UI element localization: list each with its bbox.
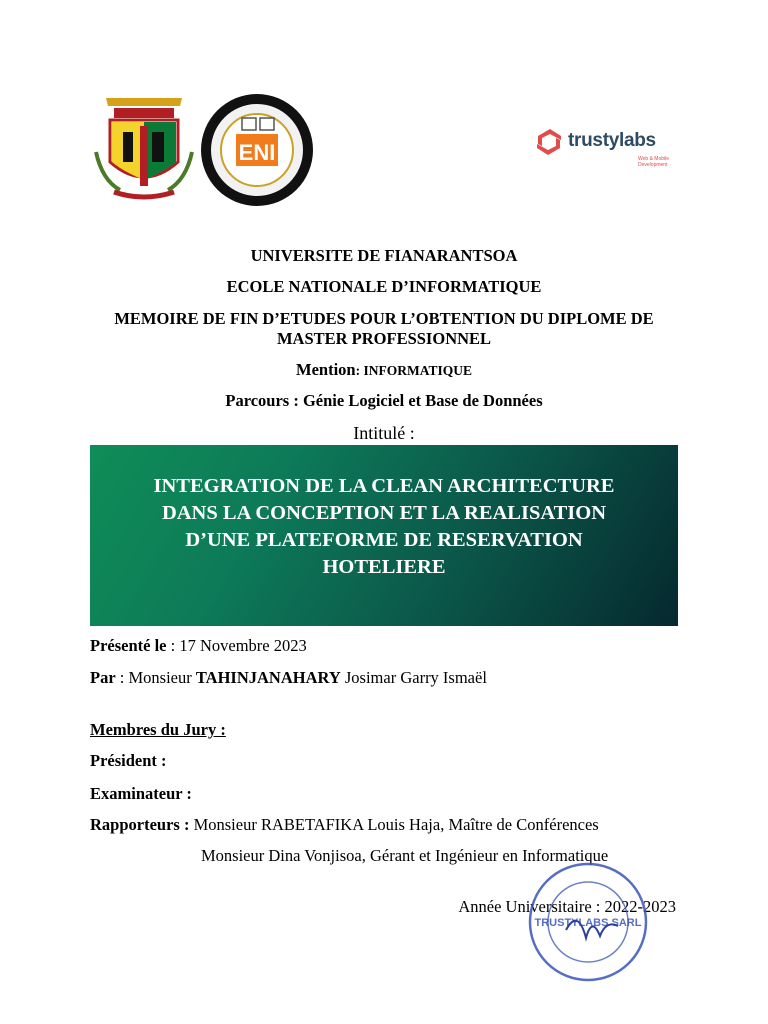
parcours-line: Parcours : Génie Logiciel et Base de Données <box>225 391 543 410</box>
mention-value: : INFORMATIQUE <box>355 363 472 378</box>
thesis-title-line: HOTELIERE <box>322 556 446 578</box>
jury-heading: Membres du Jury : <box>90 720 226 739</box>
stamp-text: TRUSTYLABS SARL <box>534 917 642 929</box>
author-surname: TAHINJANAHARY <box>195 668 341 687</box>
rapporteur-1: Monsieur RABETAFIKA Louis Haja, Maître de Conférences <box>189 815 599 834</box>
examinateur-label: Examinateur : <box>90 784 192 803</box>
author-line <box>90 668 487 688</box>
thesis-title-line: INTEGRATION DE LA CLEAN ARCHITECTURE <box>153 475 615 497</box>
company-stamp <box>526 860 650 984</box>
trustylabs-wordmark: trustylabs <box>568 130 656 151</box>
trustylabs-tagline: Web & Mobile Development <box>638 156 670 168</box>
thesis-title-line: DANS LA CONCEPTION ET LA REALISATION <box>161 502 607 524</box>
presented-line <box>90 636 307 656</box>
intitule-label: Intitulé : <box>353 423 415 443</box>
school-name: ECOLE NATIONALE D’INFORMATIQUE <box>226 277 542 296</box>
rapporteurs-label: Rapporteurs : <box>90 815 190 834</box>
university-name: UNIVERSITE DE FIANARANTSOA <box>250 246 518 265</box>
eni-logo <box>198 92 316 208</box>
trustylabs-logo <box>534 124 674 168</box>
mention-line <box>0 360 768 380</box>
author-given-names: Josimar Garry Ismaël <box>340 668 487 687</box>
rapporteur-2: Monsieur Dina Vonjisoa, Gérant et Ingénieur en Informatique <box>201 846 609 865</box>
title-banner <box>90 445 678 626</box>
thesis-title-line: D’UNE PLATEFORME DE RESERVATION <box>185 529 583 551</box>
memoire-line-2: MASTER PROFESSIONNEL <box>276 329 492 348</box>
university-logo <box>90 92 198 204</box>
presented-date: : 17 Novembre 2023 <box>166 636 307 655</box>
eni-logo-letters: ENI <box>238 140 276 165</box>
trustylabs-mark-icon <box>534 126 564 158</box>
rapporteurs-line <box>90 815 599 835</box>
president-label: Président : <box>90 751 167 770</box>
author-label: Par <box>90 668 116 687</box>
author-prefix: : Monsieur <box>115 668 196 687</box>
thesis-title <box>90 473 678 581</box>
mention-label: Mention <box>296 360 356 379</box>
presented-label: Présenté le <box>90 636 167 655</box>
academic-year: Année Universitaire : 2022-2023 <box>458 897 676 916</box>
memoire-line-1: MEMOIRE DE FIN D’ETUDES POUR L’OBTENTION DU DIPLOME DE <box>114 309 654 328</box>
